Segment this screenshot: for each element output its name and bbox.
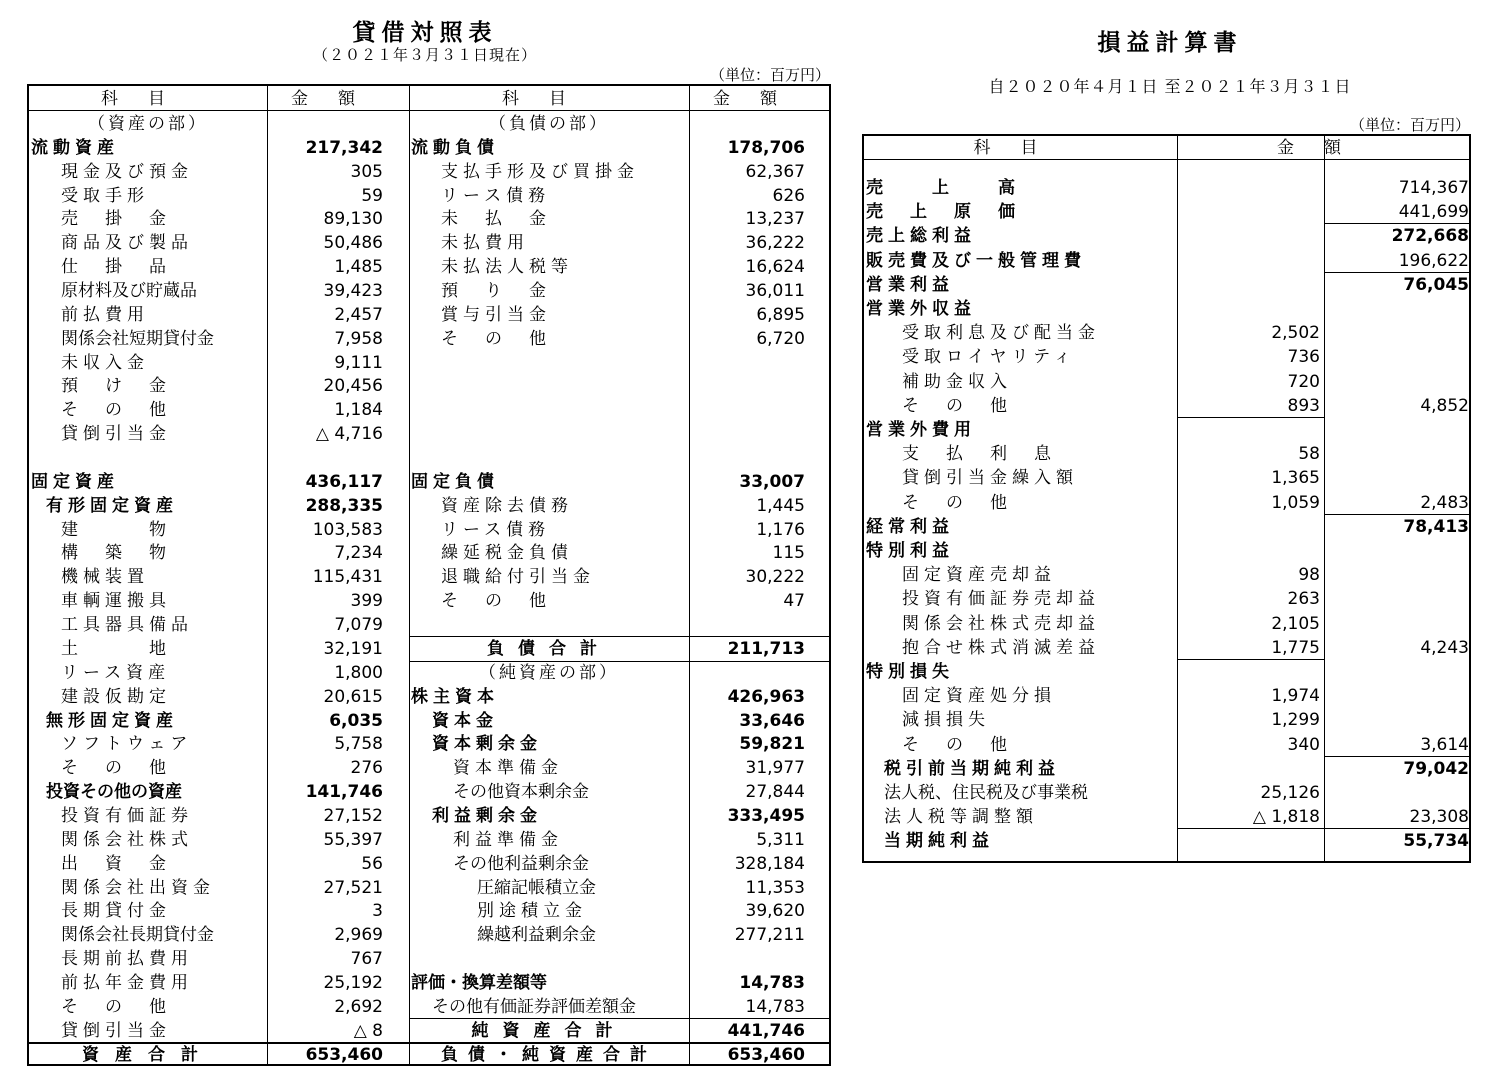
pl-line-label: 売 上 原 価 [866, 202, 1020, 223]
bs-line-amount: 333,495 [727, 805, 805, 826]
bs-line-amount: 305 [350, 161, 383, 182]
bs-line-label: 有形固定資産 [46, 495, 178, 516]
bs-line-amount: 14,783 [745, 996, 805, 1017]
bs-line-label: 工具器具備品 [61, 615, 193, 636]
pl-line-sub-amount: 1,365 [1271, 468, 1320, 489]
bs-liabilities-section: （負債の部） [489, 114, 609, 134]
pl-line-sub-amount: 2,105 [1271, 613, 1320, 634]
bs-unit: （単位：百万円） [709, 66, 830, 84]
bs-line-label: 長期貸付金 [61, 901, 171, 922]
pl-line-label: 減損損失 [902, 710, 990, 731]
pl-line-amount: 272,668 [1391, 226, 1469, 247]
bs-line-amount: 11,353 [745, 877, 805, 898]
pl-line-amount: 2,483 [1420, 492, 1469, 513]
bs-line-label: 関係会社出資金 [61, 877, 215, 898]
pl-header-amount: 金額 [1277, 138, 1371, 158]
bs-line-amount: 14,783 [739, 972, 805, 993]
bs-line-amount: 288,335 [305, 495, 383, 516]
pl-line-amount: 441,699 [1398, 202, 1469, 223]
pl-line-amount: 3,614 [1420, 734, 1469, 755]
bs-line-amount: 20,456 [323, 376, 383, 397]
bs-line-label: そ の 他 [441, 591, 551, 612]
bs-line-label: 利益剰余金 [432, 805, 542, 826]
pl-subtotal-line [1177, 828, 1324, 829]
bs-line-label: 機械装置 [61, 567, 149, 588]
bs-line-label: 預 り 金 [441, 281, 551, 302]
bs-line-amount: △ 4,716 [315, 424, 383, 445]
pl-line-sub-amount: 720 [1287, 371, 1320, 392]
bs-line-amount: 27,152 [323, 805, 383, 826]
bs-line-label: 未払法人税等 [441, 257, 573, 278]
bs-header-item-right: 科目 [502, 89, 596, 109]
bs-line-label: 関係会社短期貸付金 [61, 328, 214, 349]
bs-line-amount: 55,397 [323, 829, 383, 850]
bs-line-label: 繰越利益剰余金 [477, 925, 596, 946]
bs-line-label: 圧縮記帳積立金 [477, 877, 596, 898]
pl-line-label: 特別損失 [866, 662, 954, 682]
bs-line-amount: 6,895 [756, 304, 805, 325]
pl-line-label: 税引前当期純利益 [884, 758, 1060, 779]
bs-line-label: リース債務 [441, 519, 551, 540]
balance-sheet-table [27, 84, 831, 1066]
bs-line-amount: 59,821 [739, 734, 805, 755]
bs-line-amount: 7,079 [334, 615, 383, 636]
bs-line-label: 流動負債 [411, 137, 499, 158]
pl-line-amount: 4,243 [1420, 637, 1469, 658]
bs-assets-section: （資産の部） [88, 114, 208, 134]
pl-line-sub-amount: 340 [1287, 734, 1320, 755]
bs-liab-net-total-amount: 653,460 [727, 1044, 805, 1065]
bs-line-label: 資本準備金 [453, 758, 563, 779]
bs-line-label: 資本金 [432, 710, 498, 731]
bs-line-label: その他有価証券評価差額金 [432, 996, 636, 1017]
bs-line-label: 投資有価証券 [61, 805, 193, 826]
bs-header-amount-left: 金額 [291, 89, 385, 109]
bs-line-amount: 56 [361, 853, 383, 874]
pl-line-label: 法人税等調整額 [884, 807, 1038, 828]
pl-line-label: 補助金収入 [902, 371, 1012, 392]
bs-line-label: 原材料及び貯蔵品 [61, 281, 197, 302]
pl-line-sub-amount: 1,299 [1271, 710, 1320, 731]
bs-line-label: ソフトウェア [61, 734, 193, 755]
bs-line-label: そ の 他 [61, 996, 171, 1017]
bs-line-amount: 1,176 [756, 519, 805, 540]
bs-line-label: 預 け 金 [61, 376, 171, 397]
bs-line-amount: 3 [372, 901, 383, 922]
bs-line-amount: 6,035 [329, 710, 383, 731]
bs-line-amount: 27,521 [323, 877, 383, 898]
bs-line-amount: 626 [772, 185, 805, 206]
bs-title: 貸借対照表 [352, 20, 498, 46]
bs-line-label: 現金及び預金 [61, 161, 193, 182]
bs-liabilities-total-label: 負債合計 [487, 638, 611, 659]
bs-line-amount: 62,367 [745, 161, 805, 182]
pl-line-sub-amount: △ 1,818 [1252, 807, 1320, 828]
bs-line-amount: 50,486 [323, 233, 383, 254]
bs-line-amount: △ 8 [353, 1020, 383, 1041]
pl-line-sub-amount: 2,502 [1271, 323, 1320, 344]
bs-line-label: リース債務 [441, 185, 551, 206]
bs-line-amount: 1,445 [756, 495, 805, 516]
pl-line-label: そ の 他 [902, 492, 1012, 513]
bs-line-amount: 89,130 [323, 209, 383, 230]
bs-line-amount: 115 [772, 543, 805, 564]
pl-line-amount: 79,042 [1403, 758, 1469, 779]
bs-line-amount: 2,692 [334, 996, 383, 1017]
bs-line-label: 土 地 [61, 638, 171, 659]
bs-net-assets-total-amount: 441,746 [727, 1020, 805, 1041]
pl-line-label: 当期純利益 [884, 831, 994, 852]
bs-line-amount: 426,963 [727, 686, 805, 707]
pl-line-label: 関係会社株式売却益 [902, 613, 1100, 634]
bs-line-label: 資産除去債務 [441, 495, 573, 516]
pl-line-sub-amount: 98 [1298, 565, 1320, 586]
bs-line-label: 建 物 [61, 519, 171, 540]
bs-line-label: 未払費用 [441, 233, 529, 254]
pl-line-label: 特別利益 [866, 541, 954, 561]
bs-col-divider [409, 86, 410, 1064]
bs-line-label: 利益準備金 [453, 829, 563, 850]
bs-line-label: 商品及び製品 [61, 233, 193, 254]
bs-line-label: 出 資 金 [61, 853, 171, 874]
bs-line-amount: 32,191 [323, 638, 383, 659]
bs-line-label: そ の 他 [441, 328, 551, 349]
bs-line-amount: 39,423 [323, 281, 383, 302]
pl-line-sub-amount: 736 [1287, 347, 1320, 368]
bs-line-label: 受取手形 [61, 185, 149, 206]
bs-line-label: 資本剰余金 [432, 734, 542, 755]
bs-line-label: 投資その他の資産 [46, 782, 182, 803]
pl-line-label: 売上総利益 [866, 226, 976, 247]
bs-line-amount: 47 [783, 591, 805, 612]
bs-line-amount: 13,237 [745, 209, 805, 230]
bs-line-amount: 33,007 [739, 471, 805, 492]
pl-line-amount: 55,734 [1403, 831, 1469, 852]
pl-line-label: 抱合せ株式消滅差益 [902, 637, 1100, 658]
bs-line-amount: 5,758 [334, 734, 383, 755]
pl-line-label: 貸倒引当金繰入額 [902, 468, 1078, 489]
pl-line-label: 投資有価証券売却益 [902, 589, 1100, 610]
bs-line-amount: 31,977 [745, 758, 805, 779]
bs-line-label: 長期前払費用 [61, 949, 193, 970]
pl-line-amount: 78,413 [1403, 516, 1469, 537]
bs-line-amount: 767 [350, 949, 383, 970]
bs-line-label: そ の 他 [61, 400, 171, 421]
bs-line-amount: 30,222 [745, 567, 805, 588]
bs-line-amount: 328,184 [734, 853, 805, 874]
pl-subtotal-line [1177, 659, 1324, 660]
bs-assets-total-label: 資産合計 [82, 1044, 214, 1065]
bs-line-label: 車輌運搬具 [61, 591, 171, 612]
bs-line-label: 関係会社長期貸付金 [61, 925, 214, 946]
bs-line-amount: 7,234 [334, 543, 383, 564]
income-statement-table [862, 134, 1471, 863]
bs-line-label: 貸倒引当金 [61, 1020, 171, 1041]
bs-line-label: 固定資産 [31, 471, 119, 492]
bs-line-amount: 25,192 [323, 972, 383, 993]
bs-net-assets-section: （純資産の部） [479, 662, 619, 683]
bs-liabilities-total-amount: 211,713 [727, 638, 805, 659]
bs-line-amount: 399 [350, 591, 383, 612]
bs-line-amount: 1,184 [334, 400, 383, 421]
bs-line-label: リース資産 [61, 662, 171, 683]
pl-header-item: 科目 [973, 138, 1068, 158]
bs-line-label: 繰延税金負債 [441, 543, 573, 564]
pl-line-amount: 4,852 [1420, 395, 1469, 416]
bs-line-amount: 27,844 [745, 782, 805, 803]
pl-line-label: 支 払 利 息 [902, 444, 1056, 465]
pl-subtotal-line [1177, 417, 1324, 418]
pl-line-sub-amount: 893 [1287, 395, 1320, 416]
bs-line-label: 仕 掛 品 [61, 257, 171, 278]
bs-line-amount: 276 [350, 758, 383, 779]
bs-line-label: 別途積立金 [477, 901, 587, 922]
pl-line-label: そ の 他 [902, 734, 1012, 755]
pl-line-label: 固定資産処分損 [902, 686, 1056, 707]
bs-line-amount: 277,211 [734, 925, 805, 946]
pl-line-sub-amount: 25,126 [1260, 783, 1320, 803]
bs-line-label: そ の 他 [61, 758, 171, 779]
bs-line-label: 前払費用 [61, 304, 149, 325]
pl-line-label: 受取ロイヤリティ [902, 347, 1076, 368]
pl-line-amount: 196,622 [1398, 250, 1469, 271]
bs-line-label: 支払手形及び買掛金 [441, 161, 639, 182]
bs-line-label: 株主資本 [411, 686, 499, 707]
bs-line-amount: 436,117 [305, 471, 383, 492]
bs-line-amount: 103,583 [312, 519, 383, 540]
bs-line-amount: 115,431 [312, 567, 383, 588]
pl-line-amount: 23,308 [1409, 807, 1469, 828]
bs-line-label: 評価・換算差額等 [411, 972, 547, 993]
pl-line-amount: 76,045 [1403, 274, 1469, 295]
bs-line-amount: 2,457 [334, 304, 383, 325]
bs-line-label: 未 払 金 [441, 209, 551, 230]
pl-line-sub-amount: 263 [1287, 589, 1320, 610]
bs-line-amount: 59 [361, 185, 383, 206]
pl-unit: （単位：百万円） [1349, 116, 1470, 134]
bs-line-amount: 141,746 [305, 782, 383, 803]
bs-line-label: 構 築 物 [61, 543, 171, 564]
bs-line-amount: 5,311 [756, 829, 805, 850]
pl-line-sub-amount: 1,775 [1271, 637, 1320, 658]
bs-line-label: 関係会社株式 [61, 829, 193, 850]
bs-line-label: 固定負債 [411, 471, 499, 492]
bs-line-amount: 36,011 [745, 281, 805, 302]
pl-line-label: 固定資産売却益 [902, 565, 1056, 586]
bs-net-assets-total-label: 純資産合計 [471, 1020, 627, 1041]
bs-line-label: 退職給付引当金 [441, 567, 595, 588]
pl-line-label: そ の 他 [902, 395, 1012, 416]
bs-line-amount: 6,720 [756, 328, 805, 349]
pl-line-label: 営業利益 [866, 274, 954, 295]
bs-header-item-left: 科目 [101, 89, 195, 109]
pl-line-label: 販売費及び一般管理費 [866, 250, 1086, 271]
bs-line-amount: 1,485 [334, 257, 383, 278]
pl-line-label: 法人税、住民税及び事業税 [884, 783, 1088, 803]
pl-line-amount: 714,367 [1398, 178, 1469, 198]
bs-line-amount: 9,111 [334, 352, 383, 373]
bs-line-label: 賞与引当金 [441, 304, 551, 325]
bs-line-label: その他利益剰余金 [453, 853, 589, 874]
pl-line-label: 経常利益 [866, 516, 954, 537]
bs-assets-total-amount: 653,460 [305, 1044, 383, 1065]
pl-line-label: 営業外費用 [866, 420, 976, 440]
pl-title: 損益計算書 [1097, 30, 1243, 56]
bs-line-label: 流動資産 [31, 137, 119, 158]
bs-liab-net-total-label: 負債・純資産合計 [441, 1044, 657, 1065]
pl-line-label: 営業外収益 [866, 299, 976, 319]
bs-header-amount-right: 金額 [713, 89, 807, 109]
bs-line-amount: 178,706 [727, 137, 805, 158]
pl-period: 自２０２０年４月１日 至２０２１年３月３１日 [988, 77, 1352, 96]
bs-line-label: 無形固定資産 [46, 710, 178, 731]
bs-line-amount: 1,800 [334, 662, 383, 683]
bs-line-amount: 39,620 [745, 901, 805, 922]
bs-line-amount: 36,222 [745, 233, 805, 254]
bs-line-amount: 20,615 [323, 686, 383, 707]
pl-line-sub-amount: 58 [1298, 444, 1320, 465]
bs-line-label: 未収入金 [61, 352, 149, 373]
bs-line-label: 売 掛 金 [61, 209, 171, 230]
pl-line-sub-amount: 1,974 [1271, 686, 1320, 707]
bs-line-label: 建設仮勘定 [61, 686, 171, 707]
bs-date: （２０２１年３月３１日現在） [312, 46, 537, 64]
bs-line-amount: 33,646 [739, 710, 805, 731]
bs-line-amount: 16,624 [745, 257, 805, 278]
bs-line-amount: 7,958 [334, 328, 383, 349]
bs-line-amount: 2,969 [334, 925, 383, 946]
pl-line-label: 売 上 高 [866, 178, 1020, 198]
pl-line-sub-amount: 1,059 [1271, 492, 1320, 513]
pl-line-label: 受取利息及び配当金 [902, 323, 1100, 344]
bs-line-label: 前払年金費用 [61, 972, 193, 993]
bs-line-amount: 217,342 [305, 137, 383, 158]
bs-line-label: その他資本剰余金 [453, 782, 589, 803]
bs-line-label: 貸倒引当金 [61, 424, 171, 445]
